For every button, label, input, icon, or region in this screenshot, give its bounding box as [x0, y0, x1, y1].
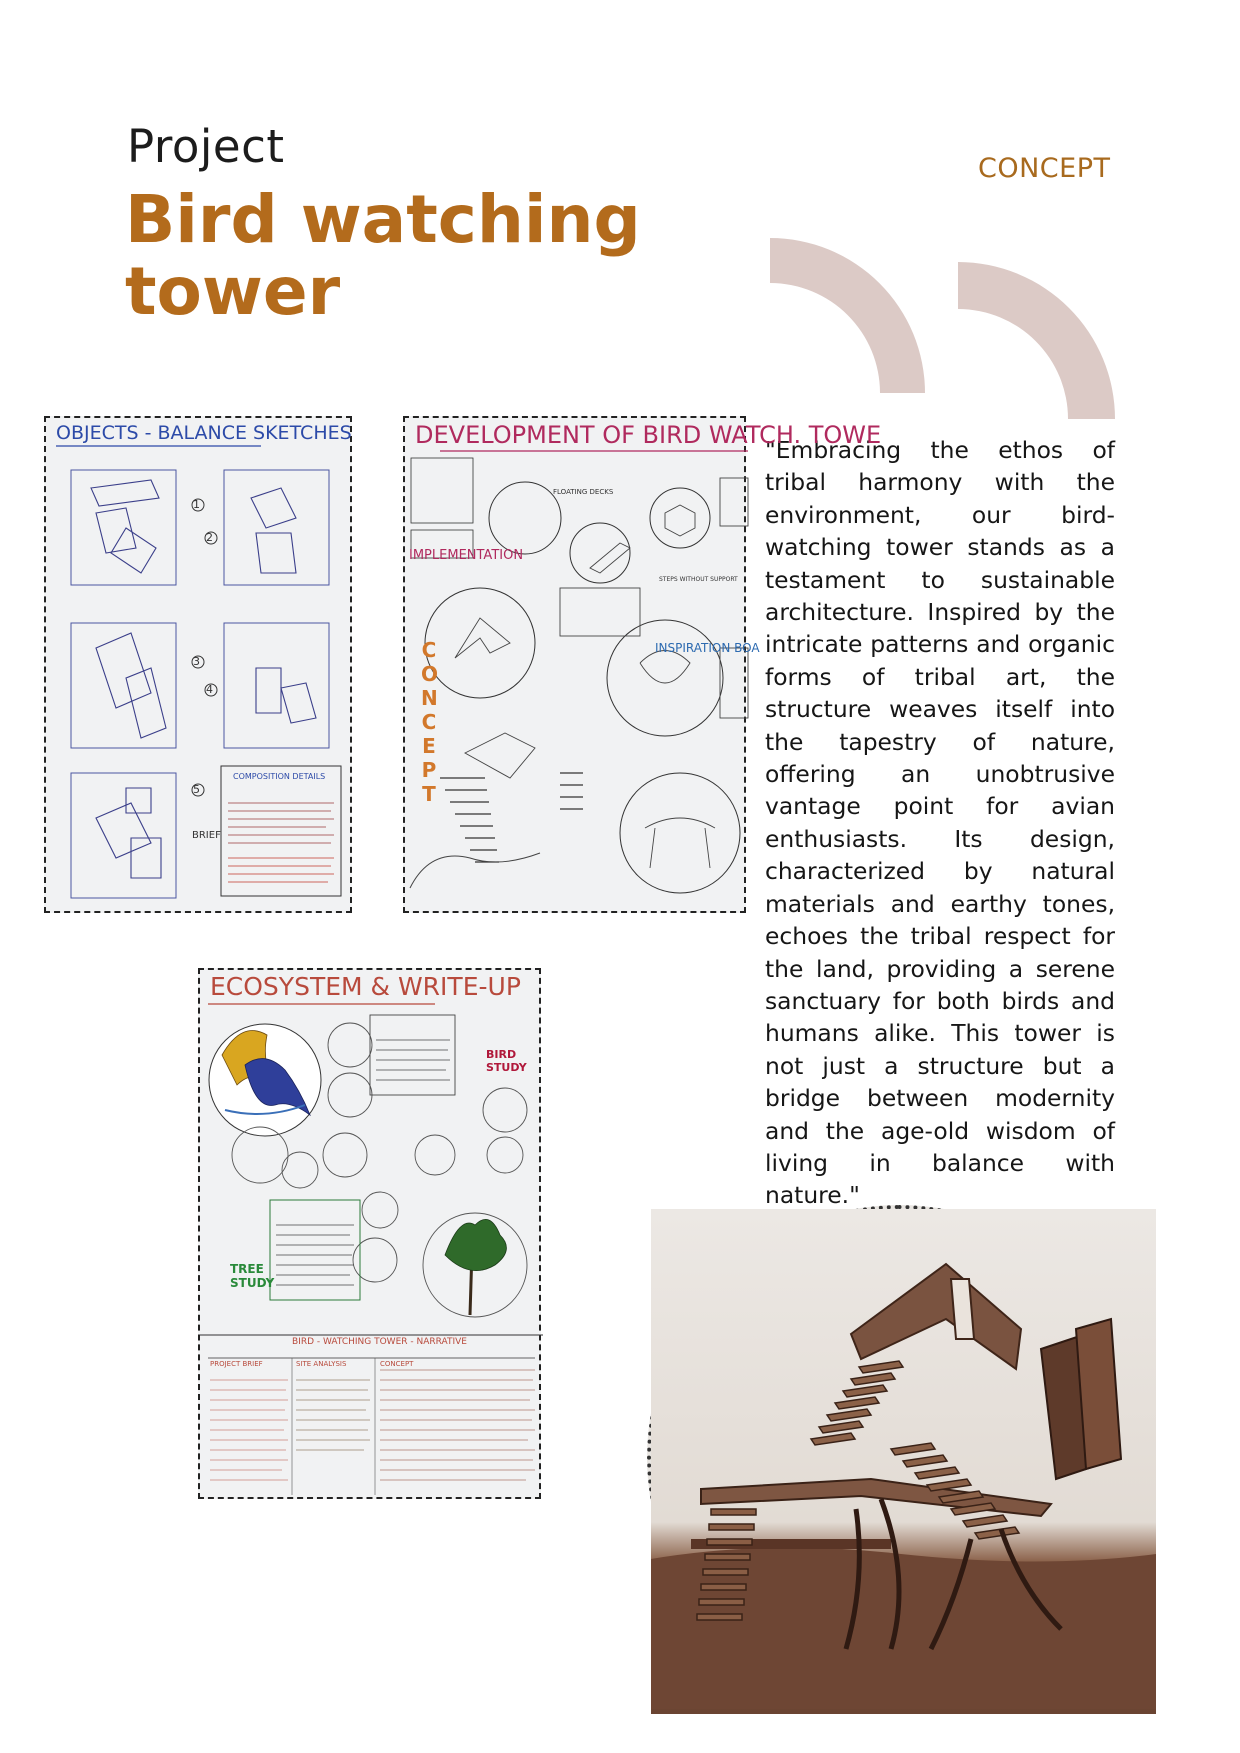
ecosystem-board-title: ECOSYSTEM & WRITE-UP [210, 972, 521, 1001]
board-balance-sketches [44, 416, 352, 913]
balance-board-title: OBJECTS - BALANCE SKETCHES [56, 422, 352, 444]
marker-5: 5 [193, 783, 200, 796]
project-title: Bird watching tower [125, 181, 641, 330]
narrative-title: BIRD - WATCHING TOWER - NARRATIVE [292, 1337, 467, 1347]
tree-study-label: TREE STUDY [230, 1262, 275, 1290]
marker-2: 2 [206, 531, 213, 544]
development-board-title: DEVELOPMENT OF BIRD WATCH. TOWE [415, 421, 882, 449]
brief-label: BRIEF [192, 830, 221, 841]
inspiration-label: INSPIRATION BOA [655, 641, 760, 655]
marker-4: 4 [206, 683, 213, 696]
narrative-col-brief: PROJECT BRIEF [210, 1360, 263, 1368]
project-kicker: Project [127, 120, 285, 173]
steps-tag: STEPS WITHOUT SUPPORT [659, 576, 738, 583]
floating-decks-tag: FLOATING DECKS [553, 488, 614, 496]
quote-arc-right [958, 262, 1115, 419]
model-photo [647, 1205, 1152, 1710]
bird-study-label: BIRD STUDY [486, 1048, 527, 1074]
quote-arc-left [770, 238, 925, 393]
narrative-col-site: SITE ANALYSIS [296, 1360, 347, 1368]
concept-quote: "Embracing the ethos of tribal harmony with the environment, our bird-watching tower stands as a testament to sustainable architecture. Inspired by the intricate patterns and organic forms of tribal art, the structure weaves itself into the tapestry of nature, offering an unobtrusive vantage point for avian enthusiasts. Its design, characterized by natural materials and earthy tones, echoes the tribal respect for the land, providing a serene sanctuary for both birds and humans alike. This tower is not just a structure but a bridge between modernity and the age-old wisdom of living in balance with nature." [765, 436, 1115, 1210]
section-label: CONCEPT [978, 153, 1111, 184]
marker-1: 1 [193, 498, 200, 511]
implementation-label: IMPLEMENTATION [409, 548, 524, 563]
narrative-col-concept: CONCEPT [380, 1360, 414, 1368]
marker-3: 3 [193, 655, 200, 668]
concept-vertical-label: CONCEPT [421, 638, 439, 806]
cardboard-model-illustration [651, 1209, 1156, 1714]
composition-box-title: COMPOSITION DETAILS [233, 772, 326, 781]
quote-mark-icon [770, 238, 1120, 420]
board-development [403, 416, 882, 913]
board-ecosystem [198, 968, 541, 1499]
